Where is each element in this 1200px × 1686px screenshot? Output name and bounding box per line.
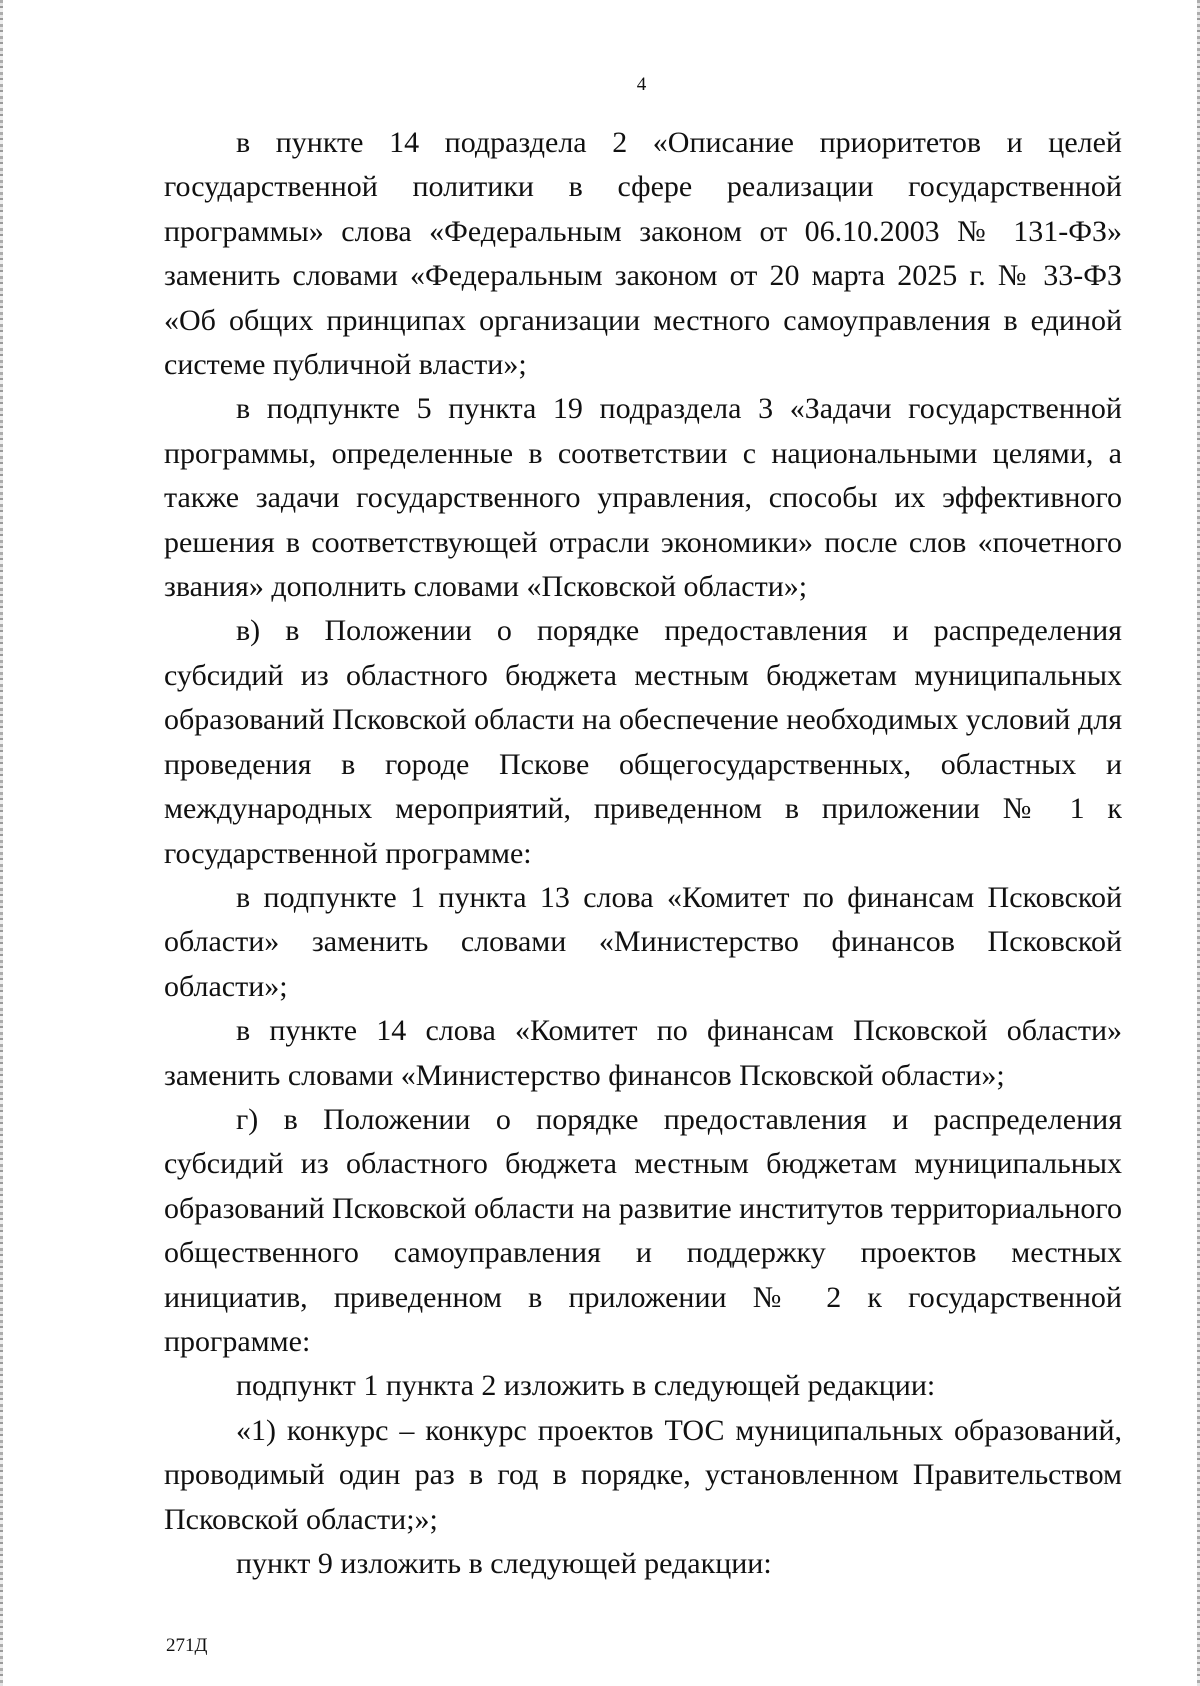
document-code: 271Д	[166, 1635, 208, 1656]
paragraph-item-g-regulation: г) в Положении о порядке предоставления и распределения субсидий из областного бюджета местным бюджетам муниципальных образований Псковской области на развитие институтов территориального общественного самоуправления и поддержку проектов местных инициатив, приведенном в приложении № 2 к государственной программе:	[164, 1102, 1122, 1358]
document-body	[164, 121, 1122, 1586]
paragraph-item-9: пункт 9 изложить в следующей редакции:	[236, 1547, 772, 1580]
page-number: 4	[636, 74, 647, 95]
paragraph-subitem-1-item-2: подпункт 1 пункта 2 изложить в следующей редакции:	[236, 1369, 936, 1403]
paragraph-item-13-amendment: в подпункте 1 пункта 13 слова «Комитет по финансам Псковской области» заменить словами «Министерство финансов Псковской области»;	[164, 880, 1122, 1003]
paragraph-item-14-amendment: в пункте 14 слова «Комитет по финансам Псковской области» заменить словами «Министерство финансов Псковской области»;	[164, 1014, 1122, 1092]
paragraph-subsection-3-amendment: в подпункте 5 пункта 19 подраздела 3 «Задачи государственной программы, определенные в соответствии с национальными целями, а также задачи государственного управления, способы их эффективного решения в соответствующей отрасли экономики» после слов «почетного звания» дополнить словами «Псковской области»;	[164, 392, 1122, 604]
paragraph-contest-definition: «1) конкурс – конкурс проектов ТОС муниципальных образований, проводимый один раз в год в порядке, установленном Правительством Псковской области;»;	[164, 1413, 1122, 1536]
paragraph-subsection-2-amendment: в пункте 14 подраздела 2 «Описание приоритетов и целей государственной политики в сфере реализации государственной программы» слова «Федеральным законом от 06.10.2003 № 131-ФЗ» заменить словами «Федеральным законом от 20 марта 2025 г. № 33-ФЗ «Об общих принципах организации местного самоуправления в единой системе публичной власти»;	[164, 126, 1122, 382]
paragraph-item-v-regulation: в) в Положении о порядке предоставления и распределения субсидий из областного бюджета местным бюджетам муниципальных образований Псковской области на обеспечение необходимых условий для проведения в городе Пскове общегосударственных, областных и международных мероприятий, приведенном в приложении № 1 к государственной программе:	[164, 614, 1122, 870]
scan-edge-left	[0, 0, 3, 1686]
